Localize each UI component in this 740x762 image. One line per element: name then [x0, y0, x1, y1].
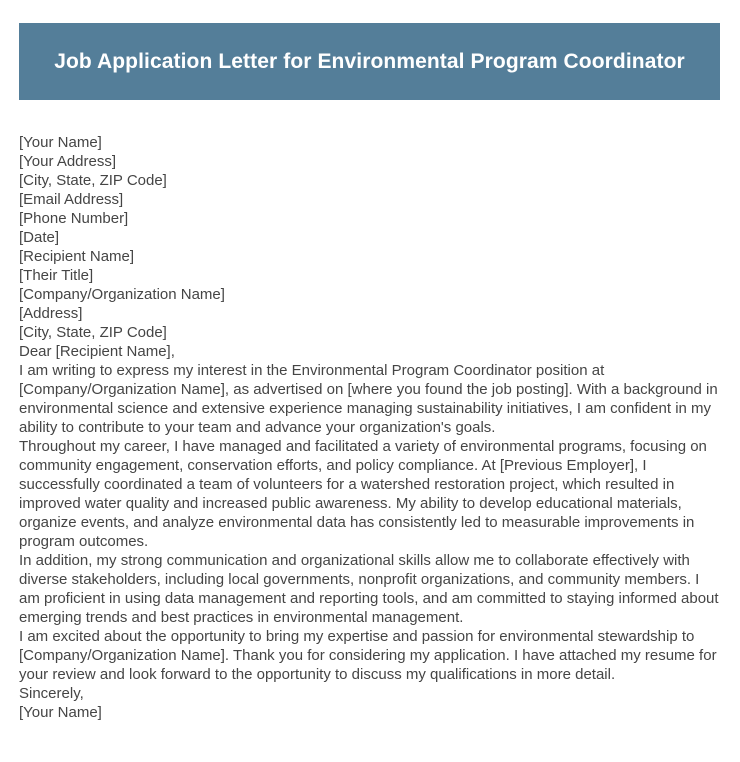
recipient-company-line: [Company/Organization Name] [19, 286, 225, 303]
recipient-name-line: [Recipient Name] [19, 248, 135, 265]
recipient-address-block [19, 247, 722, 342]
sender-email-line: [Email Address] [19, 191, 124, 208]
recipient-address-line: [Address] [19, 305, 83, 322]
signature-line: [Your Name] [19, 704, 102, 721]
page-title: Job Application Letter for Environmental Program Coordinator [54, 49, 685, 73]
sender-phone-line: [Phone Number] [19, 210, 129, 227]
sender-address-line: [Your Address] [19, 153, 117, 170]
header-banner [19, 23, 720, 100]
body-paragraph-1: I am writing to express my interest in the Environmental Program Coordinator position at [Company/Organization Name], as advertised on [where you found the job posting]. With a background in environmental science and extensive experience managing sustainability initiatives, I am confident in my ability to contribute to your team and advance your organization's goals. [19, 362, 718, 436]
sender-name-line: [Your Name] [19, 134, 102, 151]
recipient-title-line: [Their Title] [19, 267, 94, 284]
recipient-city-state-zip-line: [City, State, ZIP Code] [19, 324, 167, 341]
closing-line: Sincerely, [19, 685, 84, 702]
letter-body [19, 133, 722, 722]
date-line: [Date] [19, 229, 60, 246]
body-paragraph-3: In addition, my strong communication and organizational skills allow me to collaborate effectively with diverse stakeholders, including local governments, nonprofit organizations, and community members. I am proficient in using data management and reporting tools, and am committed to staying informed about emerging trends and best practices in environmental management. [19, 552, 719, 626]
sender-address-block [19, 133, 722, 247]
body-paragraph-2: Throughout my career, I have managed and facilitated a variety of environmental programs, focusing on community engagement, conservation efforts, and policy compliance. At [Previous Employer], I successfully coordinated a team of volunteers for a watershed restoration project, which resulted in improved water quality and increased public awareness. My ability to develop educational materials, organize events, and analyze environmental data has consistently led to measurable improvements in program outcomes. [19, 438, 707, 550]
sender-city-state-zip-line: [City, State, ZIP Code] [19, 172, 167, 189]
salutation: Dear [Recipient Name], [19, 343, 175, 360]
body-paragraph-4: I am excited about the opportunity to bring my expertise and passion for environmental stewardship to [Company/Organization Name]. Thank you for considering my application. I have attached my resume for your review and look forward to the opportunity to discuss my qualifications in more detail. [19, 628, 717, 683]
